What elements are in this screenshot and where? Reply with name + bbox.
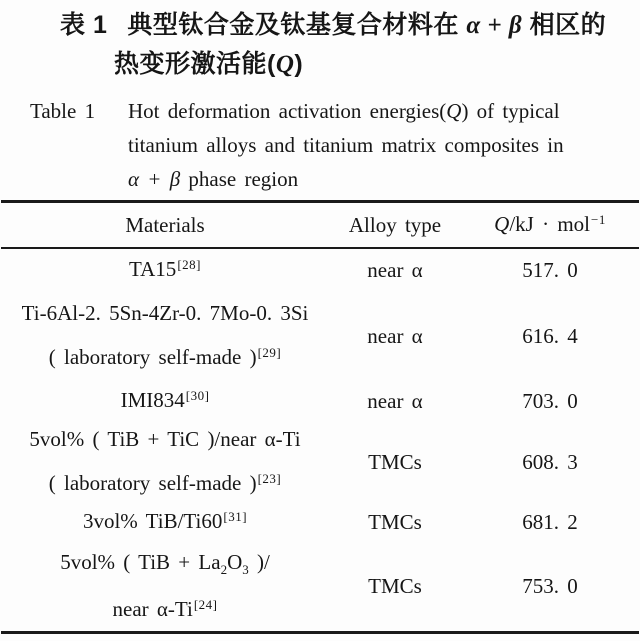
cell-q-value: 753. 0 <box>522 574 578 598</box>
cell-material: 5vol% ( TiB + TiC )/near α-Ti ( laboratory self-made )[23] <box>29 427 301 495</box>
cell-material: TA15[28] <box>129 257 201 281</box>
table-row <box>0 249 640 293</box>
cell-alloy-type: near α <box>367 324 423 348</box>
cell-q-value: 608. 3 <box>522 450 578 474</box>
data-table <box>0 200 640 634</box>
exponent: −1 <box>591 211 606 227</box>
table-title-zh-line2-pre: 热变形激活能( <box>114 50 276 78</box>
table-title-zh-line1 <box>0 6 640 45</box>
cell-material: IMI834[30] <box>120 388 210 412</box>
table-bottom-rule <box>1 631 639 634</box>
caption-line-3: α + β phase region <box>128 167 299 191</box>
cell-material: Ti-6Al-2. 5Sn-4Zr-0. 7Mo-0. 3Si ( laboratory self-made )[29] <box>21 301 309 369</box>
caption-line-1: Hot deformation activation energies(Q) of typical <box>128 99 560 123</box>
reference-mark: [23] <box>257 471 282 486</box>
q-symbol: Q <box>494 211 510 236</box>
table-row <box>0 293 640 381</box>
alpha-beta-symbol: α + β <box>466 12 523 39</box>
table-row <box>0 503 640 543</box>
table-title-zh-line2-post: ) <box>294 50 304 78</box>
header-alloy-type: Alloy type <box>348 212 442 237</box>
subscript: 2 <box>220 561 228 577</box>
reference-mark: [31] <box>223 509 248 524</box>
q-symbol: Q <box>446 99 462 123</box>
caption-line-2: titanium alloys and titanium matrix composites in <box>128 133 564 157</box>
table-title-zh-line2 <box>0 45 640 84</box>
cell-q-value: 616. 4 <box>522 324 578 348</box>
reference-mark: [30] <box>185 388 210 403</box>
table-title-zh-text-pre: 典型钛合金及钛基复合材料在 <box>127 11 467 39</box>
table-number-zh: 表 1 <box>60 11 108 39</box>
cell-q-value: 703. 0 <box>522 389 578 413</box>
cell-alloy-type: near α <box>367 258 423 282</box>
cell-q-value: 681. 2 <box>522 510 578 534</box>
alpha-beta-symbol: α + β <box>128 167 181 191</box>
reference-mark: [29] <box>257 345 282 360</box>
cell-alloy-type: TMCs <box>368 510 422 534</box>
table-caption-en <box>0 94 640 196</box>
cell-material: 5vol% ( TiB + $La_2O_3$ )/ near α-Ti[24] <box>60 549 270 621</box>
cell-alloy-type: near α <box>367 389 423 413</box>
table-number-en: Table 1 <box>30 99 96 123</box>
table-caption-en-text <box>128 94 640 196</box>
subscript: 3 <box>242 561 249 577</box>
cell-q-value: 517. 0 <box>522 258 578 282</box>
cell-alloy-type: TMCs <box>368 450 422 474</box>
reference-mark: [28] <box>177 257 201 272</box>
table-header-row <box>0 203 640 247</box>
q-symbol: Q <box>275 51 295 78</box>
table-row <box>0 423 640 503</box>
table-title-zh-text-post: 相区的 <box>522 11 607 39</box>
cell-alloy-type: TMCs <box>368 574 422 598</box>
header-materials: Materials <box>125 212 205 237</box>
header-q-unit: Q/kJ · mol$^{-1}$ <box>494 211 606 236</box>
reference-mark: [24] <box>193 596 218 612</box>
table-row <box>0 543 640 631</box>
cell-material: 3vol% TiB/Ti60[31] <box>82 509 248 533</box>
